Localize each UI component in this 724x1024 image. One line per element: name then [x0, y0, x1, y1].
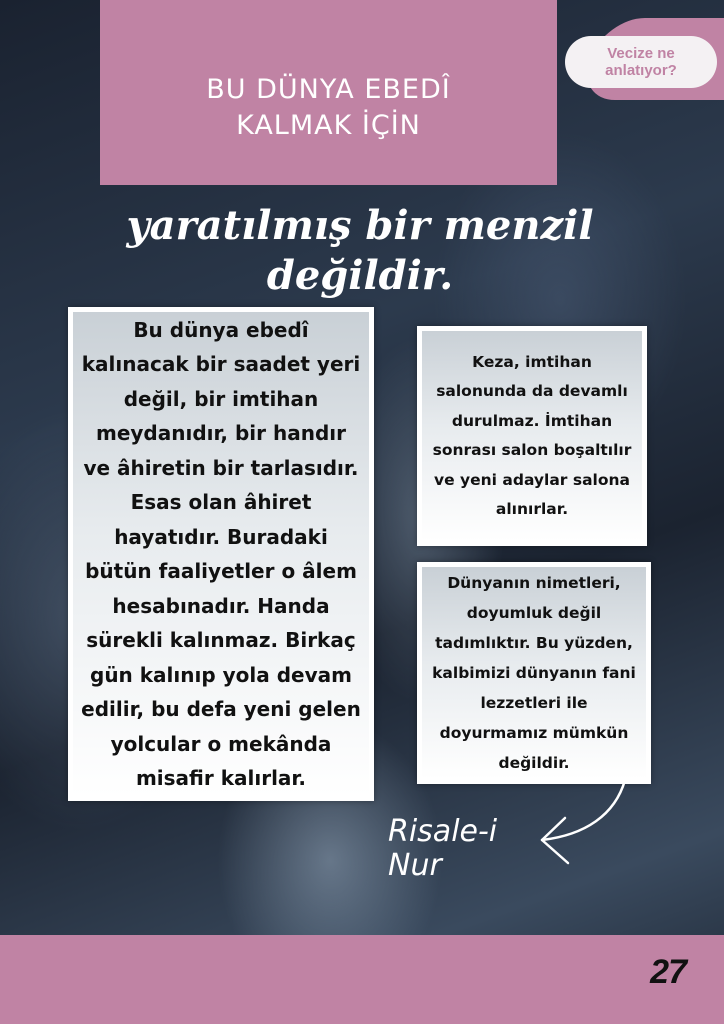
exam-hall-card	[417, 326, 647, 546]
vecize-tag	[565, 36, 717, 88]
title-line-2: KALMAK İÇİN	[236, 109, 421, 141]
subtitle-line-2: değildir.	[266, 252, 454, 299]
footer-bar	[0, 935, 724, 1024]
title-line-1: BU DÜNYA EBEDÎ	[206, 73, 451, 105]
title-banner	[100, 0, 557, 185]
vecize-tag-line-1: Vecize ne	[607, 45, 675, 62]
blessings-card	[417, 562, 651, 784]
source-label: Risale-i Nur	[388, 814, 498, 883]
main-text-card	[68, 307, 374, 801]
exam-hall-card-text: Keza, imtihan salonunda da devamlı durulmaz. İmtihan sonrası salon boşaltılır ve yeni adaylar salona alınırlar.	[432, 352, 632, 518]
subtitle-line-1: yaratılmış bir menzil	[126, 202, 594, 249]
main-card-text: Bu dünya ebedî kalınacak bir saadet yeri değil, bir imtihan meydanıdır, bir handır ve âhiretin bir tarlasıdır. Esas olan âhiret hayatıdır. Buradaki bütün faaliyetler o âlem hesabınadır. Handa sürekli kalınmaz. Birkaç gün kalınıp yola devam edilir, bu defa yeni gelen yolcular o mekânda misafir kalırlar.	[81, 317, 361, 790]
blessings-card-text: Dünyanın nimetleri, doyumluk değil tadımlıktır. Bu yüzden, kalbimizi dünyanın fani lezzetleri ile doyurmamız mümkün değildir.	[432, 574, 636, 772]
vecize-tag-line-2: anlatıyor?	[605, 62, 677, 79]
curved-arrow-icon	[530, 775, 640, 875]
page-number: 27	[650, 953, 686, 991]
